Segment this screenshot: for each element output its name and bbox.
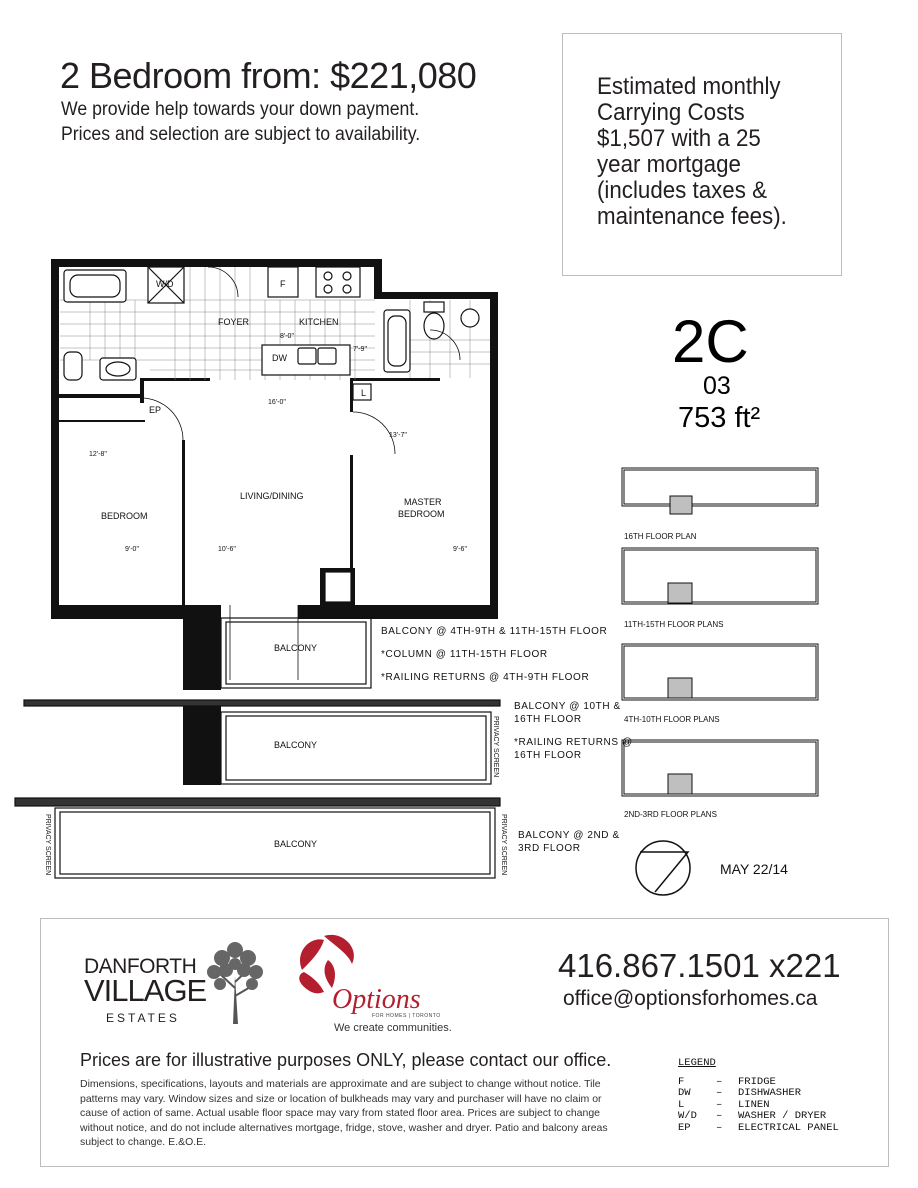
tree-logo-icon: [200, 936, 270, 1024]
disclaimer-body: Dimensions, specifications, layouts and materials are approximate and are subject to change without notice. Tile patterns may vary. Window sizes and size or location of bulkheads may vary and purchaser will have no claim or cause of action of same. Actual usable floor space may vary from stated floor area. Prices are subject to change without notice, and do not include alternatives mortgage, fridge, stove, washer and dryer. Patio and balcony areas subject to change. E.&O.E.: [80, 1078, 608, 1148]
availability-note: Prices and selection are subject to availability.: [61, 124, 421, 145]
unit-area: 753 ft²: [678, 402, 761, 434]
balcony-label-2: BALCONY: [274, 740, 318, 750]
legend: [678, 1058, 839, 1134]
fridge-label: F: [280, 279, 286, 289]
danforth-logo-line3: ESTATES: [106, 1011, 180, 1025]
cost-line: maintenance fees).: [597, 203, 787, 230]
legend-dash: –: [716, 1121, 723, 1134]
legend-key: EP: [678, 1121, 691, 1134]
dim-bed-h: 9'-0": [125, 546, 139, 553]
legend-key: F: [678, 1075, 685, 1088]
balcony-note: *COLUMN @ 11TH-15TH FLOOR: [381, 649, 548, 660]
balcony-label-1: BALCONY: [274, 643, 318, 653]
foyer-label: FOYER: [218, 317, 250, 327]
balcony-note: 16TH FLOOR: [514, 750, 582, 761]
cost-line: year mortgage: [597, 151, 741, 178]
unit-number: 03: [703, 372, 731, 400]
privacy-screen-label: PRIVACY SCREEN: [44, 814, 51, 876]
legend-desc: ELECTRICAL PANEL: [738, 1121, 839, 1134]
contact-email[interactable]: office@optionsforhomes.ca: [563, 987, 818, 1010]
bedroom-label: BEDROOM: [101, 511, 148, 521]
disclaimer-title: Prices are for illustrative purposes ONLY, please contact our office.: [80, 1050, 612, 1070]
legend-row: [678, 1123, 839, 1135]
key-plans-graphic: [622, 468, 818, 796]
dim-kitchen-w: 7'-9": [353, 346, 367, 353]
balcony-label-3: BALCONY: [274, 839, 318, 849]
wd-label: W/D: [156, 279, 174, 289]
privacy-screen-label: PRIVACY SCREEN: [500, 814, 507, 876]
legend-dash: –: [716, 1075, 723, 1088]
living-label: LIVING/DINING: [240, 491, 304, 501]
legend-dash: –: [716, 1087, 723, 1099]
legend-key: DW: [678, 1087, 691, 1099]
key-plan-label: 2ND-3RD FLOOR PLANS: [624, 810, 717, 819]
balcony-note: 16TH FLOOR: [514, 714, 582, 725]
master-label-1: MASTER: [404, 497, 442, 507]
balcony-note: *RAILING RETURNS @ 4TH-9TH FLOOR: [381, 672, 590, 683]
key-plan-label: 16TH FLOOR PLAN: [624, 532, 697, 541]
legend-desc: FRIDGE: [738, 1075, 776, 1088]
legend-key: W/D: [678, 1110, 697, 1122]
legend-desc: DISHWASHER: [738, 1087, 802, 1099]
kitchen-label: KITCHEN: [299, 317, 339, 327]
legend-title: LEGEND: [678, 1057, 716, 1069]
balcony-note: BALCONY @ 2ND &: [518, 830, 620, 841]
north-arrow-icon: [636, 841, 690, 895]
dim-kitchen: 8'-0": [280, 333, 294, 340]
legend-desc: LINEN: [738, 1098, 770, 1111]
legend-row: [678, 1111, 839, 1123]
legend-key: L: [678, 1098, 685, 1111]
dw-label: DW: [272, 353, 287, 363]
contact-phone[interactable]: 416.867.1501 x221: [558, 947, 841, 984]
legend-row: [678, 1088, 839, 1100]
balcony-note: *RAILING RETURNS @: [514, 737, 633, 748]
cost-line: (includes taxes &: [597, 177, 767, 204]
balcony-note: BALCONY @ 10TH &: [514, 701, 621, 712]
key-plan-label: 4TH-10TH FLOOR PLANS: [624, 715, 720, 724]
price-headline: 2 Bedroom from: $221,080: [60, 55, 477, 96]
balcony-note: BALCONY @ 4TH-9TH & 11TH-15TH FLOOR: [381, 626, 608, 637]
cost-line: Carrying Costs: [597, 99, 745, 126]
ep-label: EP: [149, 405, 162, 415]
legend-dash: –: [716, 1110, 723, 1122]
key-plan-label: 11TH-15TH FLOOR PLANS: [624, 620, 724, 629]
options-logo-sub: FOR HOMES | TORONTO: [372, 1013, 441, 1019]
dim-living-w: 16'-0": [268, 399, 286, 406]
dim-bed-w: 12'-8": [89, 451, 107, 458]
plan-date: MAY 22/14: [720, 861, 788, 877]
legend-desc: WASHER / DRYER: [738, 1110, 827, 1122]
cost-line: Estimated monthly: [597, 73, 781, 100]
privacy-screen-label: PRIVACY SCREEN: [492, 716, 499, 778]
balcony-note: 3RD FLOOR: [518, 843, 581, 854]
unit-code: 2C: [672, 308, 749, 375]
dim-master-w: 13'-7": [389, 432, 407, 439]
legend-dash: –: [716, 1098, 723, 1111]
danforth-logo-line1: DANFORTH: [84, 955, 197, 978]
danforth-logo-line2: VILLAGE: [84, 973, 207, 1008]
options-logo-name: Options: [332, 984, 421, 1015]
down-payment-note: We provide help towards your down payment.: [61, 99, 420, 120]
linen-label: L: [361, 388, 367, 398]
cost-line: $1,507 with a 25: [597, 125, 761, 152]
dim-master-h: 9'-6": [453, 546, 467, 553]
master-label-2: BEDROOM: [398, 509, 445, 519]
dim-living-h: 10'-6": [218, 546, 236, 553]
options-tagline: We create communities.: [334, 1022, 452, 1034]
